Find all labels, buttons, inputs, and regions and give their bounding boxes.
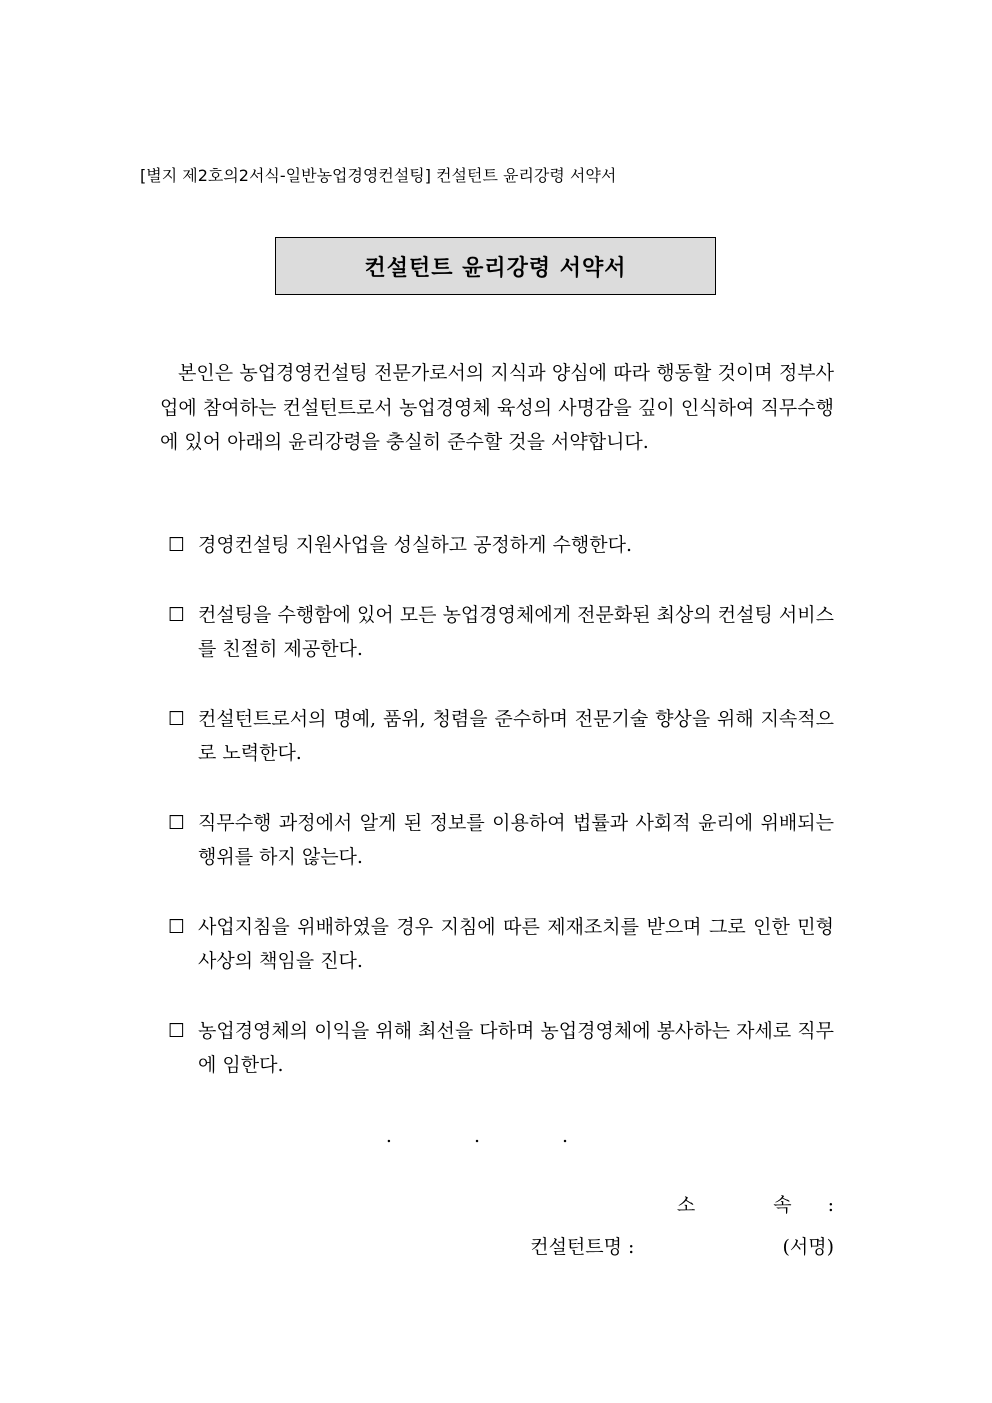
affiliation-label: 소 속 bbox=[676, 1194, 828, 1216]
checkbox-icon: ☐ bbox=[168, 603, 186, 626]
affiliation-line bbox=[677, 1190, 834, 1217]
checkbox-icon: ☐ bbox=[168, 534, 186, 556]
pledge-item-text: 직무수행 과정에서 알게 된 정보를 이용하여 법률과 사회적 윤리에 위배되는 행위를 하지 않는다. bbox=[198, 811, 834, 868]
intro-paragraph: 본인은 농업경영컨설팅 전문가로서의 지식과 양심에 따라 행동할 것이며 정부사업에 참여하는 컨설턴트로서 농업경영체 육성의 사명감을 깊이 인식하여 직무수행에 있어 아래의 윤리강령을 충실히 준수할 것을 서약합니다. bbox=[160, 362, 834, 453]
checkbox-icon: ☐ bbox=[168, 1019, 186, 1042]
title-box bbox=[275, 237, 716, 295]
checkbox-icon: ☐ bbox=[168, 811, 186, 834]
pledge-item bbox=[168, 702, 834, 771]
form-header-note: [별지 제2호의2서식-일반농업경영컨설팅] 컨설턴트 윤리강령 서약서 bbox=[140, 166, 617, 185]
pledge-item bbox=[168, 806, 834, 875]
pledge-item bbox=[168, 910, 834, 979]
pledge-item bbox=[168, 528, 834, 563]
pledge-item-text: 사업지침을 위배하였을 경우 지침에 따른 제재조치를 받으며 그로 인한 민형사상의 책임을 진다. bbox=[198, 915, 834, 972]
checkbox-icon: ☐ bbox=[168, 707, 186, 730]
date-line: . . . bbox=[385, 1125, 607, 1147]
consultant-label: 컨설턴트명 : bbox=[530, 1236, 635, 1258]
affiliation-colon: : bbox=[827, 1194, 834, 1216]
pledge-item bbox=[168, 598, 834, 667]
consultant-line bbox=[530, 1232, 834, 1259]
sign-note: (서명) bbox=[782, 1236, 834, 1258]
pledge-list bbox=[168, 528, 834, 1083]
pledge-item-text: 경영컨설팅 지원사업을 성실하고 공정하게 수행한다. bbox=[198, 534, 632, 556]
checkbox-icon: ☐ bbox=[168, 915, 186, 938]
pledge-item-text: 컨설턴트로서의 명예, 품위, 청렴을 준수하며 전문기술 향상을 위해 지속적으로 노력한다. bbox=[198, 707, 834, 764]
pledge-item bbox=[168, 1014, 834, 1083]
pledge-item-text: 농업경영체의 이익을 위해 최선을 다하며 농업경영체에 봉사하는 자세로 직무에 임한다. bbox=[198, 1019, 834, 1076]
document-title: 컨설턴트 윤리강령 서약서 bbox=[364, 255, 627, 281]
pledge-item-text: 컨설팅을 수행함에 있어 모든 농업경영체에게 전문화된 최상의 컨설팅 서비스를 친절히 제공한다. bbox=[198, 603, 834, 660]
